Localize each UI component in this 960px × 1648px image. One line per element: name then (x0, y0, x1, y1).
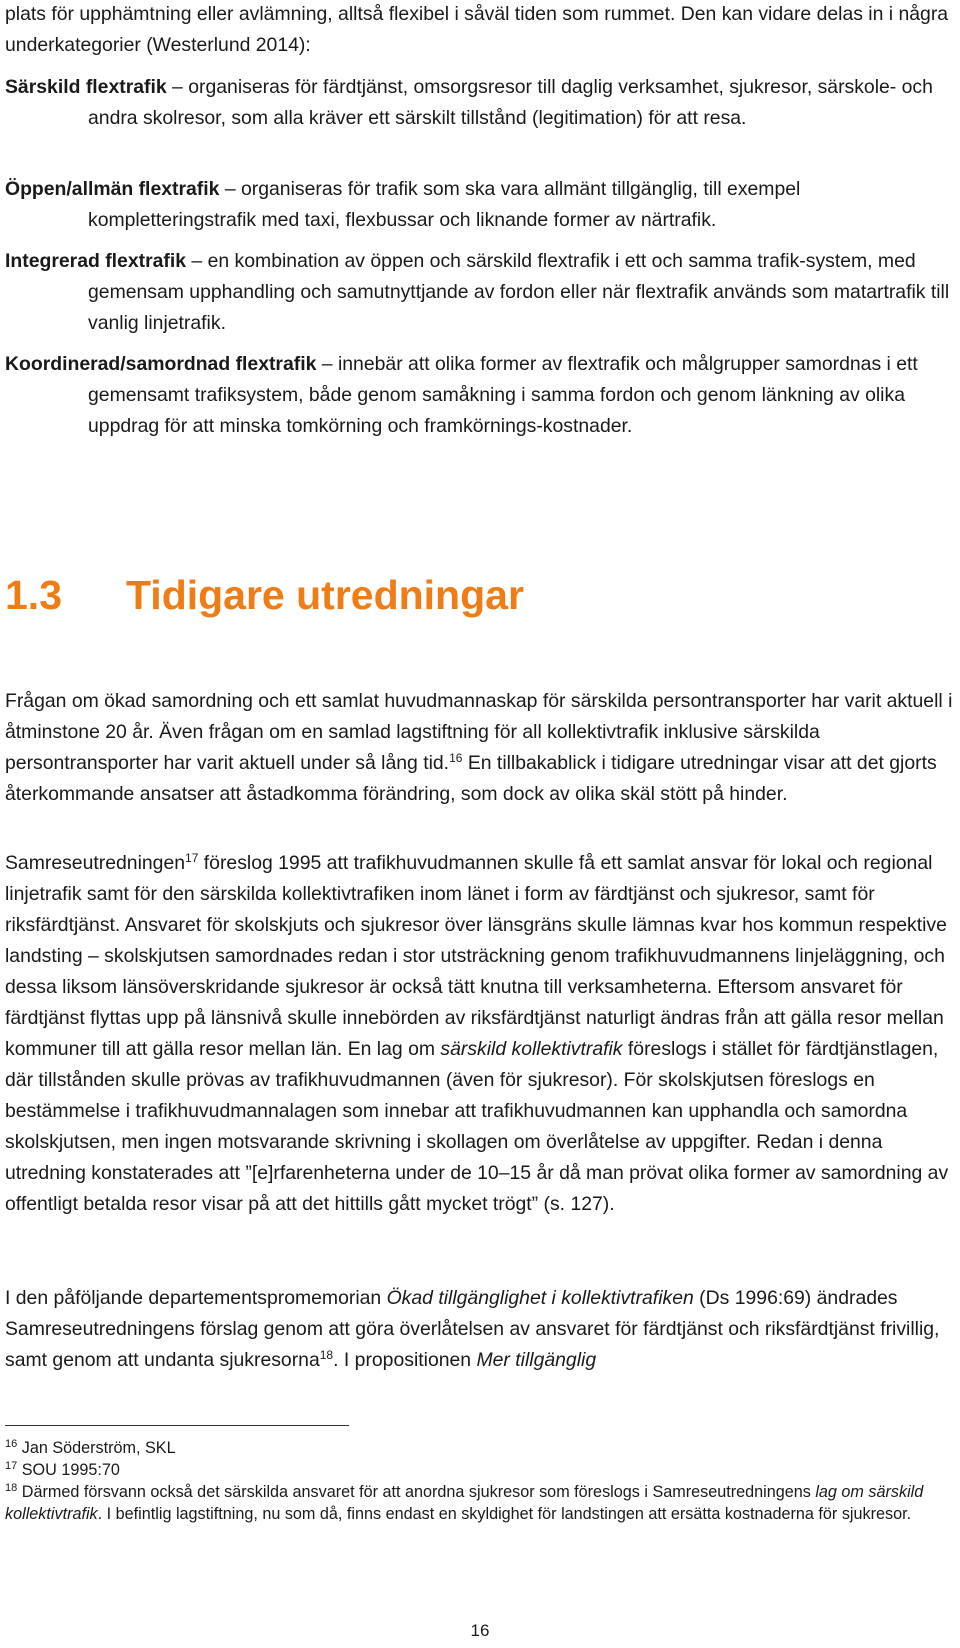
paragraph-text: Samreseutredningen (5, 852, 186, 874)
category-oppen (5, 174, 955, 236)
paragraph-text: En tillbakablick i tidigare utredningar visar att det gjorts återkommande ansatser att åstadkomma förändring, som dock av olika skäl stött på hinder. (5, 752, 937, 805)
italic-title: Ökad tillgänglighet i kollektivtrafiken (386, 1287, 694, 1309)
footnote-text: SOU 1995:70 (17, 1461, 120, 1479)
footnote-text: Därmed försvann också det särskilda ansvaret för att anordna sjukresor som föreslogs i Samreseutredningens (17, 1483, 816, 1501)
paragraph-3 (5, 1283, 955, 1376)
intro-paragraph: plats för upphämtning eller avlämning, alltså flexibel i såväl tiden som rummet. Den kan vidare delas in i några underkategorier (Westerlund 2014): (5, 3, 949, 56)
category-text: – organiseras för trafik som ska vara allmänt tillgänglig, till exempel kompletteringstrafik med taxi, flexbussar och liknande former av närtrafik. (88, 178, 801, 231)
category-term: Särskild flextrafik (5, 76, 167, 98)
category-koordinerad (5, 349, 955, 442)
page-number: 16 (470, 1621, 490, 1640)
paragraph-text: föreslog 1995 att trafikhuvudmannen skulle få ett samlat ansvar för lokal och regional linjetrafik samt för den särskilda kollektivtrafiken inom länet i form av färdtjänst och sjukresor, samt för riksfärdtjänst. Ansvaret för skolskjuts och sjukresor över länsgräns skulle lämnas kvar hos kommun respektive landsting – skolskjutsen samordnades redan i stor utsträckning genom trafikhuvudmannens linjeläggning, och dessa liksom länsöverskridande sjukresor är också tätt knutna till verksamheterna. Eftersom ansvaret för färdtjänst flyttas upp på länsnivå skulle innebörden av riksfärdtjänst naturligt ändras från att gälla resor mellan kommuner till att gälla resor mellan län. En lag om (5, 852, 947, 1060)
italic-term: särskild kollektivtrafik (440, 1038, 623, 1060)
paragraph-text: . I propositionen (333, 1349, 477, 1371)
category-text: – organiseras för färdtjänst, omsorgsresor till daglig verksamhet, sjukresor, särskole- och andra skolresor, som alla kräver ett särskilt tillstånd (legitimation) för att resa. (88, 76, 933, 129)
footnote-separator (5, 1425, 349, 1426)
footnote-16 (5, 1437, 955, 1459)
category-term: Integrerad flextrafik (5, 250, 187, 272)
footnote-ref: 16 (449, 751, 463, 765)
paragraph-text: Frågan om ökad samordning och ett samlat huvudmannaskap för särskilda persontransporter har varit aktuell i åtminstone 20 år. Även frågan om en samlad lagstiftning för all kollektivtrafik inklusive särskilda persontransporter har varit aktuell under så lång tid. (5, 690, 953, 774)
footnote-17 (5, 1459, 955, 1481)
paragraph-1 (5, 686, 955, 810)
category-sarskild (5, 72, 955, 134)
section-heading (5, 565, 524, 625)
paragraph-text: I den påföljande departementspromemorian (5, 1287, 387, 1309)
section-number: 1.3 (5, 572, 62, 618)
footnote-ref: 18 (319, 1348, 334, 1362)
category-term: Öppen/allmän flextrafik (5, 178, 220, 200)
footnote-text: . I befintlig lagstiftning, nu som då, finns endast en skyldighet för landstingen att ersätta kostnaderna för sjukresor. (97, 1505, 912, 1523)
category-text: – en kombination av öppen och särskild flextrafik i ett och samma trafik-system, med gemensam upphandling och samutnyttjande av fordon eller när flextrafik används som matartrafik till vanlig linjetrafik. (88, 250, 950, 334)
paragraph-2 (5, 848, 955, 1220)
footnote-number: 17 (5, 1460, 18, 1472)
section-title: Tidigare utredningar (126, 572, 524, 618)
category-integrerad (5, 246, 955, 339)
category-text: – innebär att olika former av flextrafik och målgrupper samordnas i ett gemensamt trafiksystem, både genom samåkning i samma fordon och genom länkning av olika uppdrag för att minska tomkörning och framkörnings-kostnader. (88, 353, 918, 437)
footnote-number: 18 (5, 1482, 18, 1494)
footnote-ref: 17 (185, 851, 199, 865)
category-term: Koordinerad/samordnad flextrafik (5, 353, 317, 375)
paragraph-text: föreslogs i stället för färdtjänstlagen, där tillstånden skulle prövas av trafikhuvudmannen (även för sjukresor). För skolskjutsen föreslogs en bestämmelse i trafikhuvudmannalagen som innebar att trafikhuvudmannen kan upphandla och samordna skolskjutsen, men ingen motsvarande skrivning i skollagen om överlåtelse av uppgifter. Redan i denna utredning konstaterades att ”[e]rfarenheterna under de 10–15 år då man prövat olika former av samordning av offentligt betalda resor visar på att det hittills gått mycket trögt” (s. 127). (5, 1038, 949, 1215)
paragraph-text: (Ds 1996:69) ändrades Samreseutredningens förslag genom att göra överlåtelsen av ansvaret för färdtjänst och riksfärdtjänst frivillig, samt genom att undanta sjukresorna (5, 1287, 940, 1371)
italic-term: lag om särskild kollektivtrafik (5, 1483, 924, 1523)
italic-title: Mer tillgänglig (476, 1349, 597, 1371)
footnote-18 (5, 1481, 955, 1525)
footnote-text: Jan Söderström, SKL (17, 1439, 176, 1457)
footnote-number: 16 (5, 1438, 18, 1450)
